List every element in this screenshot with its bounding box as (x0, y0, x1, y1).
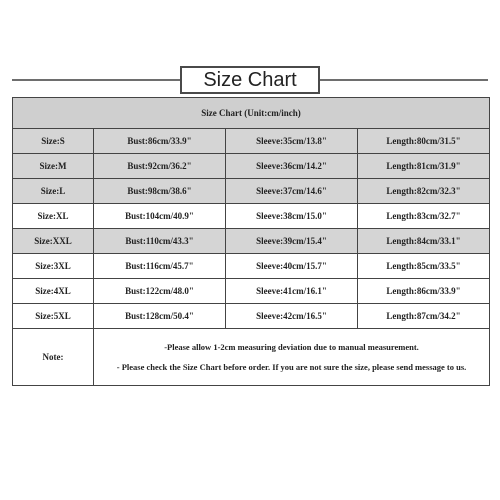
note-line: - Please check the Size Chart before order. If you are not sure the size, please send message to us. (116, 362, 467, 372)
table-row (13, 279, 490, 304)
note-row (13, 329, 490, 386)
length-cell: Length:81cm/31.9" (358, 154, 490, 179)
note-line: -Please allow 1-2cm measuring deviation due to manual measurement. (164, 342, 419, 352)
note-text (94, 329, 490, 386)
sleeve-cell: Sleeve:35cm/13.8" (226, 129, 358, 154)
note-label: Note: (13, 329, 94, 386)
length-cell: Length:87cm/34.2" (358, 304, 490, 329)
bust-cell: Bust:98cm/38.6" (94, 179, 226, 204)
size-cell: Size:XXL (13, 229, 94, 254)
length-cell: Length:80cm/31.5" (358, 129, 490, 154)
table-row (13, 304, 490, 329)
sleeve-cell: Sleeve:40cm/15.7" (226, 254, 358, 279)
page-title: Size Chart (180, 66, 320, 94)
title-banner (0, 66, 500, 94)
table-header-row (13, 98, 490, 129)
bust-cell: Bust:110cm/43.3" (94, 229, 226, 254)
sleeve-cell: Sleeve:41cm/16.1" (226, 279, 358, 304)
sleeve-cell: Sleeve:39cm/15.4" (226, 229, 358, 254)
length-cell: Length:86cm/33.9" (358, 279, 490, 304)
length-cell: Length:83cm/32.7" (358, 204, 490, 229)
length-cell: Length:82cm/32.3" (358, 179, 490, 204)
table-row (13, 129, 490, 154)
bust-cell: Bust:104cm/40.9" (94, 204, 226, 229)
bust-cell: Bust:128cm/50.4" (94, 304, 226, 329)
size-cell: Size:5XL (13, 304, 94, 329)
size-cell: Size:S (13, 129, 94, 154)
table-row (13, 254, 490, 279)
size-cell: Size:L (13, 179, 94, 204)
size-cell: Size:4XL (13, 279, 94, 304)
sleeve-cell: Sleeve:37cm/14.6" (226, 179, 358, 204)
table-row (13, 179, 490, 204)
size-cell: Size:M (13, 154, 94, 179)
title-divider-right (320, 79, 488, 81)
table-row (13, 154, 490, 179)
title-divider-left (12, 79, 180, 81)
size-cell: Size:3XL (13, 254, 94, 279)
bust-cell: Bust:92cm/36.2" (94, 154, 226, 179)
table-row (13, 229, 490, 254)
table-row (13, 204, 490, 229)
bust-cell: Bust:122cm/48.0" (94, 279, 226, 304)
size-cell: Size:XL (13, 204, 94, 229)
bust-cell: Bust:116cm/45.7" (94, 254, 226, 279)
length-cell: Length:85cm/33.5" (358, 254, 490, 279)
table-header: Size Chart (Unit:cm/inch) (13, 98, 490, 129)
bust-cell: Bust:86cm/33.9" (94, 129, 226, 154)
sleeve-cell: Sleeve:42cm/16.5" (226, 304, 358, 329)
length-cell: Length:84cm/33.1" (358, 229, 490, 254)
sleeve-cell: Sleeve:38cm/15.0" (226, 204, 358, 229)
size-chart-table (12, 97, 490, 386)
sleeve-cell: Sleeve:36cm/14.2" (226, 154, 358, 179)
